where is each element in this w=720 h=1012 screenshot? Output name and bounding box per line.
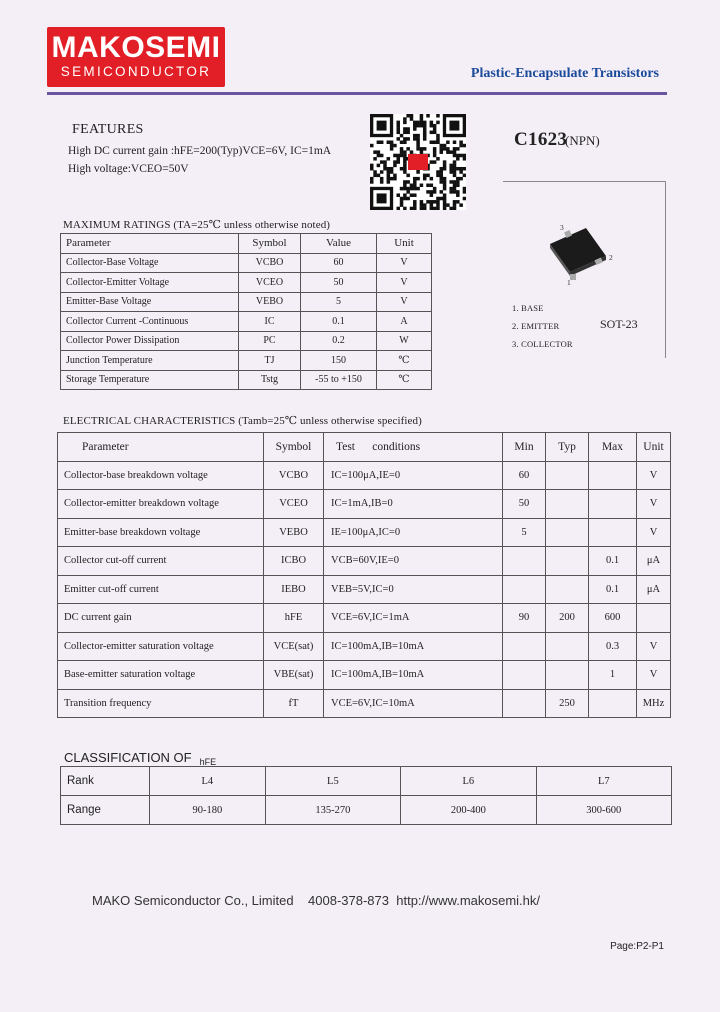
table-cell: VCBO — [264, 461, 324, 490]
feature-item: High voltage:VCEO=50V — [68, 163, 189, 175]
table-row — [58, 575, 671, 604]
table-row — [61, 331, 432, 351]
table-cell: PC — [239, 331, 301, 351]
table-cell: 50 — [301, 273, 377, 293]
table-cell: Transition frequency — [58, 689, 264, 718]
qr-code — [370, 114, 466, 210]
table-row — [61, 312, 432, 332]
table-cell — [546, 547, 589, 576]
table-cell — [546, 490, 589, 519]
table-row — [58, 490, 671, 519]
table-cell — [589, 461, 637, 490]
column-header: Symbol — [264, 433, 324, 462]
table-cell: 250 — [546, 689, 589, 718]
table-row — [58, 547, 671, 576]
table-cell: V — [637, 632, 671, 661]
table-cell: 90 — [503, 604, 546, 633]
table-cell: DC current gain — [58, 604, 264, 633]
table-cell: IC=100mA,IB=10mA — [324, 632, 503, 661]
table-cell — [589, 689, 637, 718]
features-title: FEATURES — [72, 122, 144, 137]
table-cell — [546, 461, 589, 490]
sot23-package-icon — [540, 222, 620, 284]
table-cell: Collector-Emitter Voltage — [61, 273, 239, 293]
table-cell: Storage Temperature — [61, 370, 239, 390]
electrical-characteristics-table — [57, 432, 671, 718]
table-cell: L7 — [536, 767, 671, 796]
column-header: Test conditions — [324, 433, 503, 462]
max-ratings-caption: MAXIMUM RATINGS (TA=25℃ unless otherwise noted) — [63, 219, 331, 231]
table-cell: Collector-emitter breakdown voltage — [58, 490, 264, 519]
table-cell: V — [637, 461, 671, 490]
classification-title-symbol: hFE — [199, 757, 217, 767]
table-cell: VCB=60V,IE=0 — [324, 547, 503, 576]
table-cell: W — [377, 331, 432, 351]
table-cell — [503, 689, 546, 718]
table-row — [58, 689, 671, 718]
table-cell: L4 — [150, 767, 266, 796]
table-cell — [589, 518, 637, 547]
table-row — [58, 518, 671, 547]
table-row — [58, 604, 671, 633]
table-header-row — [58, 433, 671, 462]
table-cell: 0.3 — [589, 632, 637, 661]
table-row — [61, 767, 672, 796]
table-cell: 0.1 — [589, 547, 637, 576]
table-row — [58, 461, 671, 490]
table-cell: V — [377, 273, 432, 293]
table-cell: 150 — [301, 351, 377, 371]
table-cell: V — [377, 292, 432, 312]
table-cell: IE=100μA,IC=0 — [324, 518, 503, 547]
table-cell: Tstg — [239, 370, 301, 390]
header-divider — [47, 92, 667, 95]
footer-contact — [92, 893, 540, 908]
column-header: Min — [503, 433, 546, 462]
table-cell: 1 — [589, 661, 637, 690]
table-cell: IC=1mA,IB=0 — [324, 490, 503, 519]
table-cell: VCEO — [264, 490, 324, 519]
table-row — [61, 292, 432, 312]
table-cell: Collector Power Dissipation — [61, 331, 239, 351]
table-row — [61, 370, 432, 390]
table-cell: IC=100μA,IE=0 — [324, 461, 503, 490]
table-cell: IEBO — [264, 575, 324, 604]
table-cell: VCE=6V,IC=1mA — [324, 604, 503, 633]
table-cell — [503, 661, 546, 690]
table-cell: VEB=5V,IC=0 — [324, 575, 503, 604]
table-cell: 0.1 — [589, 575, 637, 604]
table-cell: 60 — [301, 253, 377, 273]
table-row — [61, 796, 672, 825]
table-cell — [503, 575, 546, 604]
table-cell: VCE(sat) — [264, 632, 324, 661]
qr-code-graphic — [370, 114, 466, 210]
pin-number-label: 1 — [567, 278, 571, 287]
classification-table — [60, 766, 672, 825]
table-cell: Emitter cut-off current — [58, 575, 264, 604]
footer-phone: 4008-378-873 — [308, 893, 389, 908]
table-cell: L5 — [265, 767, 400, 796]
column-header: Parameter — [61, 234, 239, 254]
classification-title-text: CLASSIFICATION OF — [64, 750, 192, 765]
table-cell: IC=100mA,IB=10mA — [324, 661, 503, 690]
table-cell — [546, 661, 589, 690]
page-number: Page:P2-P1 — [610, 941, 664, 952]
table-row — [61, 351, 432, 371]
table-cell: 0.1 — [301, 312, 377, 332]
table-cell: VEBO — [264, 518, 324, 547]
table-cell: Collector-emitter saturation voltage — [58, 632, 264, 661]
company-logo — [47, 27, 225, 87]
table-cell: V — [637, 518, 671, 547]
table-cell — [503, 547, 546, 576]
table-cell: TJ — [239, 351, 301, 371]
table-cell: hFE — [264, 604, 324, 633]
package-name: SOT-23 — [600, 317, 638, 331]
footer-company: MAKO Semiconductor Co., Limited — [92, 893, 294, 908]
table-cell: -55 to +150 — [301, 370, 377, 390]
table-cell: 200-400 — [401, 796, 536, 825]
pin-number-label: 2 — [609, 253, 613, 262]
classification-title — [64, 750, 216, 767]
table-cell: fT — [264, 689, 324, 718]
pin-description: 2. EMITTER — [512, 321, 560, 331]
table-cell: MHz — [637, 689, 671, 718]
column-header: Unit — [377, 234, 432, 254]
table-cell: VCE=6V,IC=10mA — [324, 689, 503, 718]
table-row — [61, 253, 432, 273]
table-cell: Junction Temperature — [61, 351, 239, 371]
column-header: Parameter — [58, 433, 264, 462]
part-number: C1623 — [514, 129, 568, 150]
page-subtitle: Plastic-Encapsulate Transistors — [470, 66, 659, 81]
table-cell: Emitter-Base Voltage — [61, 292, 239, 312]
row-label: Range — [61, 796, 150, 825]
table-cell — [546, 575, 589, 604]
table-cell: V — [377, 253, 432, 273]
table-cell: ICBO — [264, 547, 324, 576]
pin-description: 3. COLLECTOR — [512, 339, 573, 349]
table-cell: VBE(sat) — [264, 661, 324, 690]
table-cell: 5 — [503, 518, 546, 547]
feature-item: High DC current gain :hFE=200(Typ)VCE=6V, IC=1mA — [68, 145, 332, 157]
table-cell: Emitter-base breakdown voltage — [58, 518, 264, 547]
column-header: Unit — [637, 433, 671, 462]
table-cell: ℃ — [377, 370, 432, 390]
table-cell — [546, 632, 589, 661]
table-cell: 50 — [503, 490, 546, 519]
table-cell: 5 — [301, 292, 377, 312]
column-header: Typ — [546, 433, 589, 462]
logo-tagline: SEMICONDUCTOR — [60, 64, 212, 79]
table-cell: Base-emitter saturation voltage — [58, 661, 264, 690]
table-cell — [546, 518, 589, 547]
table-cell: IC — [239, 312, 301, 332]
table-row — [61, 273, 432, 293]
table-cell: A — [377, 312, 432, 332]
logo-brand-name: MAKOSEMI — [51, 31, 221, 64]
table-cell: V — [637, 661, 671, 690]
table-row — [58, 661, 671, 690]
table-cell — [637, 604, 671, 633]
table-cell: Collector cut-off current — [58, 547, 264, 576]
table-cell: L6 — [401, 767, 536, 796]
table-cell: VCEO — [239, 273, 301, 293]
footer-website-link[interactable]: http://www.makosemi.hk/ — [396, 893, 541, 908]
table-cell: 135-270 — [265, 796, 400, 825]
table-cell: 600 — [589, 604, 637, 633]
table-cell: 60 — [503, 461, 546, 490]
column-header: Value — [301, 234, 377, 254]
column-header: Symbol — [239, 234, 301, 254]
column-header: Max — [589, 433, 637, 462]
row-label: Rank — [61, 767, 150, 796]
table-cell: Collector Current -Continuous — [61, 312, 239, 332]
pin-number-label: 3 — [560, 223, 564, 232]
table-cell: 90-180 — [150, 796, 266, 825]
electrical-caption: ELECTRICAL CHARACTERISTICS (Tamb=25℃ unless otherwise specified) — [63, 415, 422, 427]
table-cell: V — [637, 490, 671, 519]
table-cell: μA — [637, 547, 671, 576]
table-cell: 0.2 — [301, 331, 377, 351]
table-header-row — [61, 234, 432, 254]
table-cell — [589, 490, 637, 519]
table-cell: ℃ — [377, 351, 432, 371]
table-cell — [503, 632, 546, 661]
max-ratings-table — [60, 233, 432, 390]
table-cell: VEBO — [239, 292, 301, 312]
table-cell: μA — [637, 575, 671, 604]
part-polarity: (NPN) — [565, 133, 600, 148]
pin-description: 1. BASE — [512, 303, 544, 313]
table-cell: 200 — [546, 604, 589, 633]
table-cell: VCBO — [239, 253, 301, 273]
table-row — [58, 632, 671, 661]
table-cell: Collector-base breakdown voltage — [58, 461, 264, 490]
table-cell: Collector-Base Voltage — [61, 253, 239, 273]
table-cell: 300-600 — [536, 796, 671, 825]
